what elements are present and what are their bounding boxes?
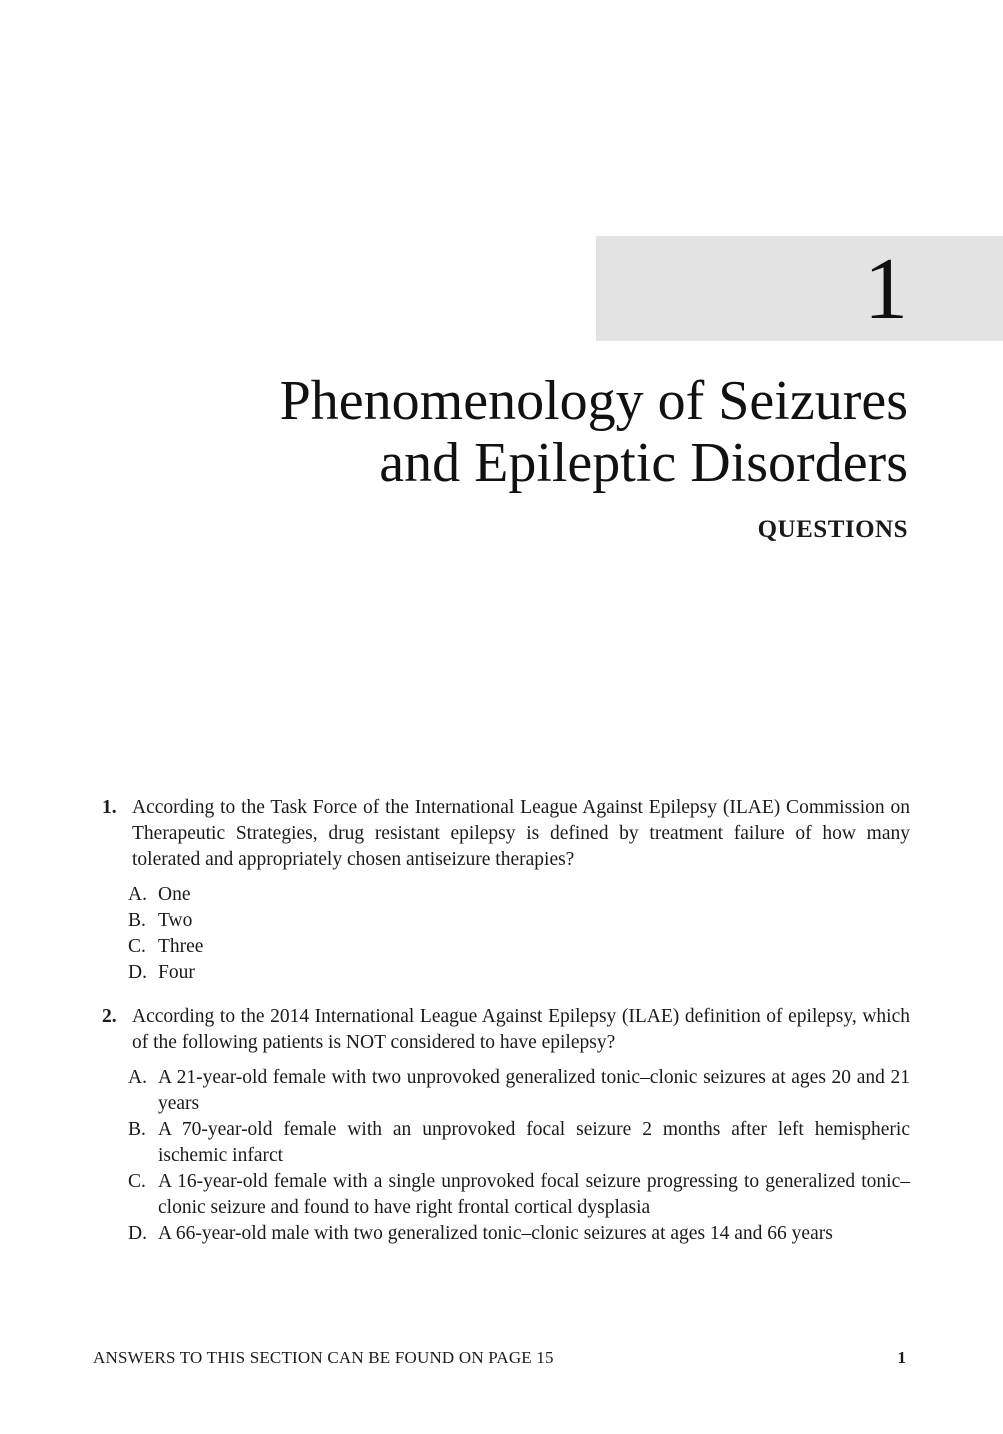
option-text: A 21-year-old female with two unprovoked generalized tonic–clonic seizures at ages 20 and 21 years (158, 1067, 910, 1114)
option-letter: B. (128, 910, 146, 931)
answer-options (98, 1065, 910, 1247)
chapter-title-line-1: Phenomenology of Seizures (279, 370, 908, 432)
answer-option (128, 882, 910, 908)
option-letter: B. (128, 1119, 146, 1140)
chapter-title (108, 370, 908, 494)
answer-option (128, 1117, 910, 1169)
question-2 (98, 1004, 910, 1247)
answer-option (128, 1065, 910, 1117)
option-text: Four (158, 962, 195, 983)
chapter-number-box (596, 236, 1003, 341)
option-letter: C. (128, 1171, 146, 1192)
option-text: Two (158, 910, 193, 931)
answer-options (98, 882, 910, 986)
answer-option (128, 908, 910, 934)
chapter-title-line-2: and Epileptic Disorders (379, 432, 908, 494)
option-text: A 70-year-old female with an unprovoked focal seizure 2 months after left hemispheric ischemic infarct (158, 1119, 910, 1166)
option-text: A 66-year-old male with two generalized tonic–clonic seizures at ages 14 and 66 years (158, 1223, 833, 1244)
question-text: According to the 2014 International League Against Epilepsy (ILAE) definition of epilepsy, which of the following patients is NOT considered to have epilepsy? (132, 1006, 910, 1053)
answer-option (128, 1169, 910, 1221)
option-letter: D. (128, 1223, 147, 1244)
section-heading: QUESTIONS (757, 516, 908, 543)
option-letter: C. (128, 936, 146, 957)
question-number: 2. (102, 1006, 117, 1027)
option-text: Three (158, 936, 204, 957)
question-text: According to the Task Force of the International League Against Epilepsy (ILAE) Commission on Therapeutic Strategies, drug resistant epilepsy is defined by treatment failure of how many tolerated and appropriately chosen antiseizure therapies? (132, 797, 910, 870)
answer-option (128, 960, 910, 986)
option-letter: D. (128, 962, 147, 983)
answers-footer-note: ANSWERS TO THIS SECTION CAN BE FOUND ON PAGE 15 (93, 1348, 554, 1367)
option-letter: A. (128, 884, 147, 905)
question-number: 1. (102, 797, 117, 818)
option-letter: A. (128, 1067, 147, 1088)
answer-option (128, 1221, 910, 1247)
option-text: A 16-year-old female with a single unprovoked focal seizure progressing to generalized tonic–clonic seizure and found to have right frontal cortical dysplasia (158, 1171, 910, 1218)
option-text: One (158, 884, 191, 905)
answer-option (128, 934, 910, 960)
question-list (98, 795, 910, 1265)
page-number: 1 (897, 1348, 906, 1367)
question-1 (98, 795, 910, 986)
chapter-number: 1 (864, 241, 908, 338)
